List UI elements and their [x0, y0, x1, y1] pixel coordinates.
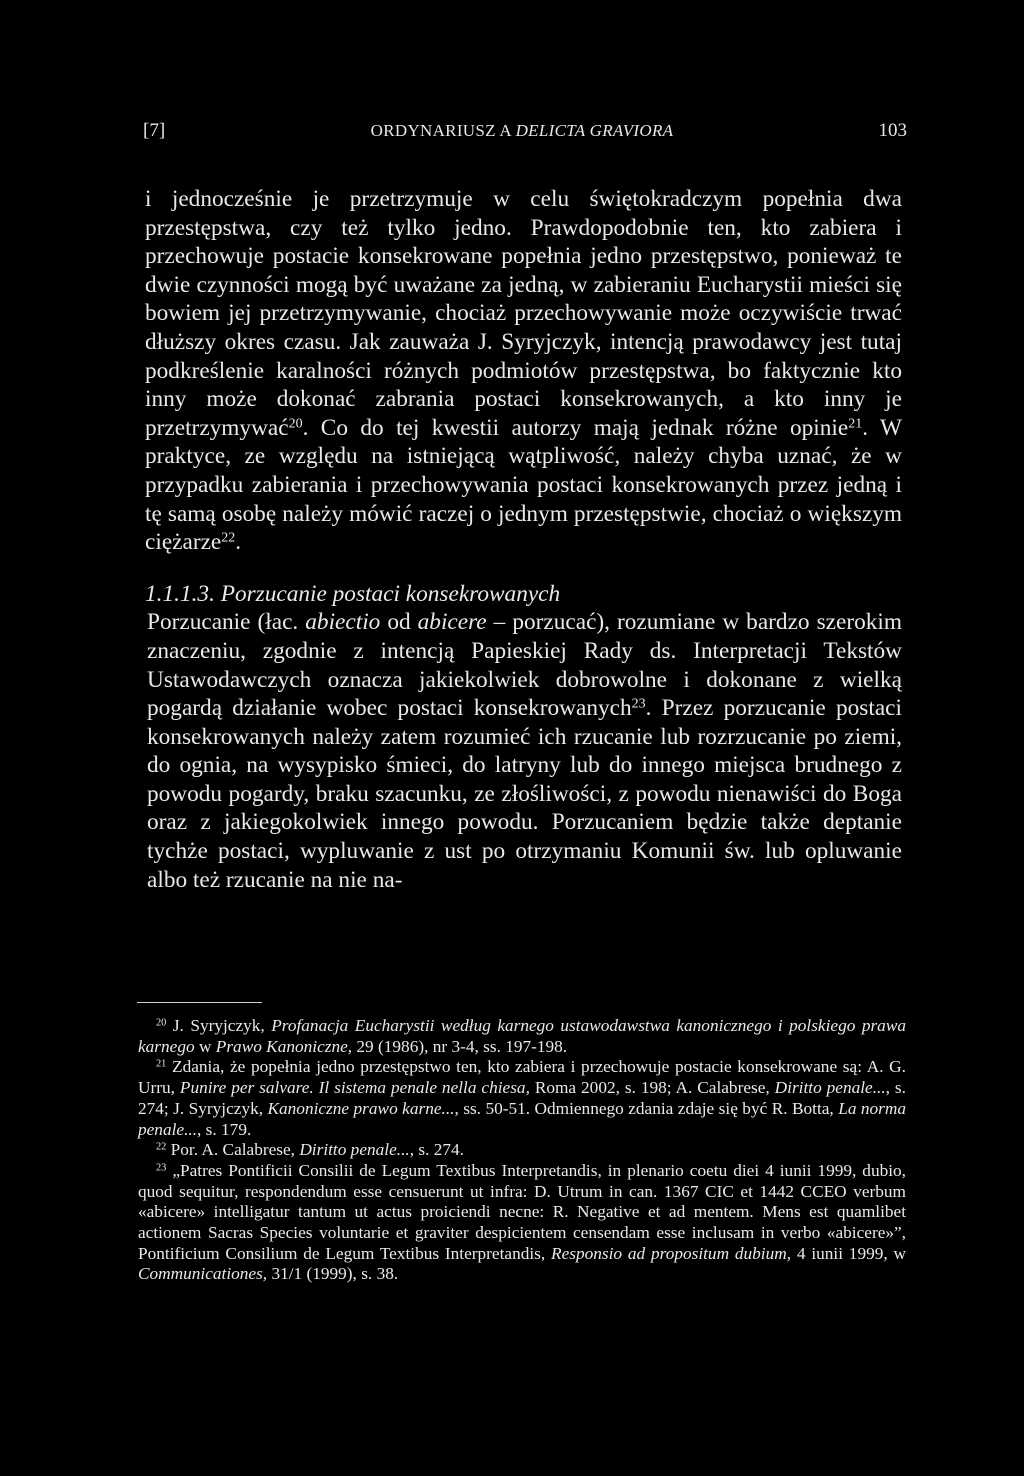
footnote-21 [138, 1057, 906, 1140]
footnote-number: 20 [156, 1017, 167, 1029]
footnote-text: 4 iunii 1999, w [791, 1243, 906, 1263]
footnote-ref-23[interactable]: 23 [631, 696, 646, 712]
paragraph-1-text-d: . [235, 529, 242, 556]
paragraph-2-text-a: Porzucanie (łac. [147, 609, 306, 636]
section-marker: [7] [143, 120, 166, 141]
footnote-italic: Responsio ad propositum dubium, [551, 1243, 792, 1263]
paragraph-2-text-d: . Przez porzucanie postaci konsekrowanych należy zatem rozumieć ich rzucanie lub rozrzucanie po ziemi, do ognia, na wysypisko śmieci, do latryny lub do innego miejsca brudnego z powodu pogardy, braku szacunku, ze złośliwości, z powodu nienawiści do Boga oraz z jakiegokolwiek innego powodu. Porzucaniem będzie także deptanie tychże postaci, wypluwanie z ust po otrzymaniu Komunii św. lub opluwanie albo też rzucanie na nie na- [147, 695, 902, 893]
footnote-italic: Kanoniczne prawo karne... [267, 1098, 455, 1118]
running-title-plain: ORDYNARIUSZ A [370, 121, 516, 140]
document-page [137, 0, 907, 1476]
footnote-text: Roma 2002, s. 198; A. Calabrese, [529, 1078, 775, 1098]
footnote-text: 31/1 (1999), s. 38. [267, 1264, 399, 1284]
footnote-number: 21 [156, 1058, 167, 1070]
footnote-text: J. Syryjczyk, [166, 1016, 272, 1035]
footnote-text: w [194, 1036, 216, 1056]
footnote-20 [138, 1016, 906, 1057]
footnote-italic: Diritto penale... [299, 1140, 410, 1160]
footnote-italic: Diritto penale... [774, 1078, 886, 1098]
paragraph-1-text-c: . W praktyce, ze względu na istniejącą wątpliwość, należy chyba uznać, że w przypadku zabierania i przechowywania postaci konsekrowanych przez jedną i tę samą osobę należy mówić raczej o jednym przestępstwie, chociaż o większym ciężarze [145, 414, 902, 556]
footnote-23 [138, 1161, 906, 1285]
footnote-22 [138, 1140, 906, 1161]
footnote-ref-22[interactable]: 22 [221, 530, 236, 546]
footnote-text: Por. A. Calabrese, [166, 1140, 300, 1160]
running-title [137, 117, 907, 145]
running-title-italic: DELICTA GRAVIORA [515, 121, 674, 140]
latin-term-abiectio: abiectio [305, 609, 381, 636]
footnote-italic: La norma penale... [138, 1098, 907, 1139]
footnote-text: Zdania, że popełnia jedno przestępstwo ten, kto zabiera i przechowuje postacie konsekrowane są: A. G. Urru, [138, 1057, 906, 1098]
page-number: 103 [878, 120, 907, 141]
footnote-divider [137, 1002, 262, 1003]
footnote-text: , s. 274; J. Syryjczyk, [138, 1078, 906, 1118]
footnote-text: 29 (1986), nr 3-4, ss. 197-198. [352, 1036, 568, 1056]
footnote-number: 22 [156, 1141, 167, 1153]
footnote-number: 23 [156, 1162, 167, 1174]
paragraph-2-text-b: od [380, 609, 418, 636]
latin-term-abicere: abicere [417, 609, 487, 636]
footnote-text: , s. 179. [197, 1119, 252, 1139]
paragraph-1-text-a: i jednocześnie je przetrzymuje w celu świętokradczym popełnia dwa przestępstwa, czy też tylko jedno. Prawdopodobnie ten, kto zabiera i przechowuje postacie konsekrowane popełnia jedno przestępstwo, ponieważ te dwie czynności mogą być uważane za jedną, w zabieraniu Eucharystii mieści się bowiem jej przetrzymywanie, chociaż przechowywanie może oczywiście trwać dłuższy okres czasu. Jak zauważa J. Syryjczyk, intencją prawodawcy jest tutaj podkreślenie karalności różnych podmiotów przestępstwa, bo faktycznie kto inny może dokonać zabrania postaci konsekrowanych, a kto inny je przetrzymywać [145, 186, 902, 441]
footnote-italic: Profanacja Eucharystii według karnego ustawodawstwa kanonicznego i polskiego prawa karnego [138, 1016, 906, 1056]
footnote-italic: Communicationes, [138, 1264, 268, 1284]
footnotes [138, 1016, 906, 1285]
footnote-text: , s. 274. [409, 1140, 464, 1160]
paragraph-1-text-b: . Co do tej kwestii autorzy mają jednak różne opinie [302, 414, 849, 441]
footnote-italic: Punire per salvare. Il sistema penale nella chiesa, [179, 1078, 530, 1098]
section-title: 1.1.1.3. Porzucanie postaci konsekrowanych [145, 580, 561, 607]
body-text [145, 185, 902, 894]
paragraph-1 [145, 185, 902, 557]
paragraph-2 [145, 608, 902, 894]
footnote-ref-21[interactable]: 21 [848, 416, 863, 432]
footnote-ref-20[interactable]: 20 [288, 416, 303, 432]
footnote-text: , ss. 50-51. Odmiennego zdania zdaje się być R. Botta, [454, 1098, 839, 1118]
running-header [137, 117, 907, 145]
footnote-italic: Prawo Kanoniczne, [215, 1036, 353, 1056]
paragraph-2-text-c: – porzucać), rozumiane w bardzo szerokim znaczeniu, zgodnie z intencją Papieskiej Rady ds. Interpretacji Tekstów Ustawodawczych oznacza jakiekolwiek dobrowolne i dokonane z wielką pogardą działanie wobec postaci konsekrowanych [147, 609, 902, 722]
footnote-text: „Patres Pontificii Consilii de Legum Textibus Interpretandis, in plenario coetu diei 4 iunii 1999, dubio, quod sequitur, respondendum esse censuerunt ut infra: D. Utrum in can. 1367 CIC et 1442 CCEO verbum «abicere» intelligatur tantum ut actus proiciendi necne: R. Negative et ad mentem. Mens est quamlibet actionem Sacras Species voluntarie et graviter despicientem censendam esse inclusam in verbo «abicere»”, Pontificium Consilium de Legum Textibus Interpretandis, [138, 1160, 906, 1263]
